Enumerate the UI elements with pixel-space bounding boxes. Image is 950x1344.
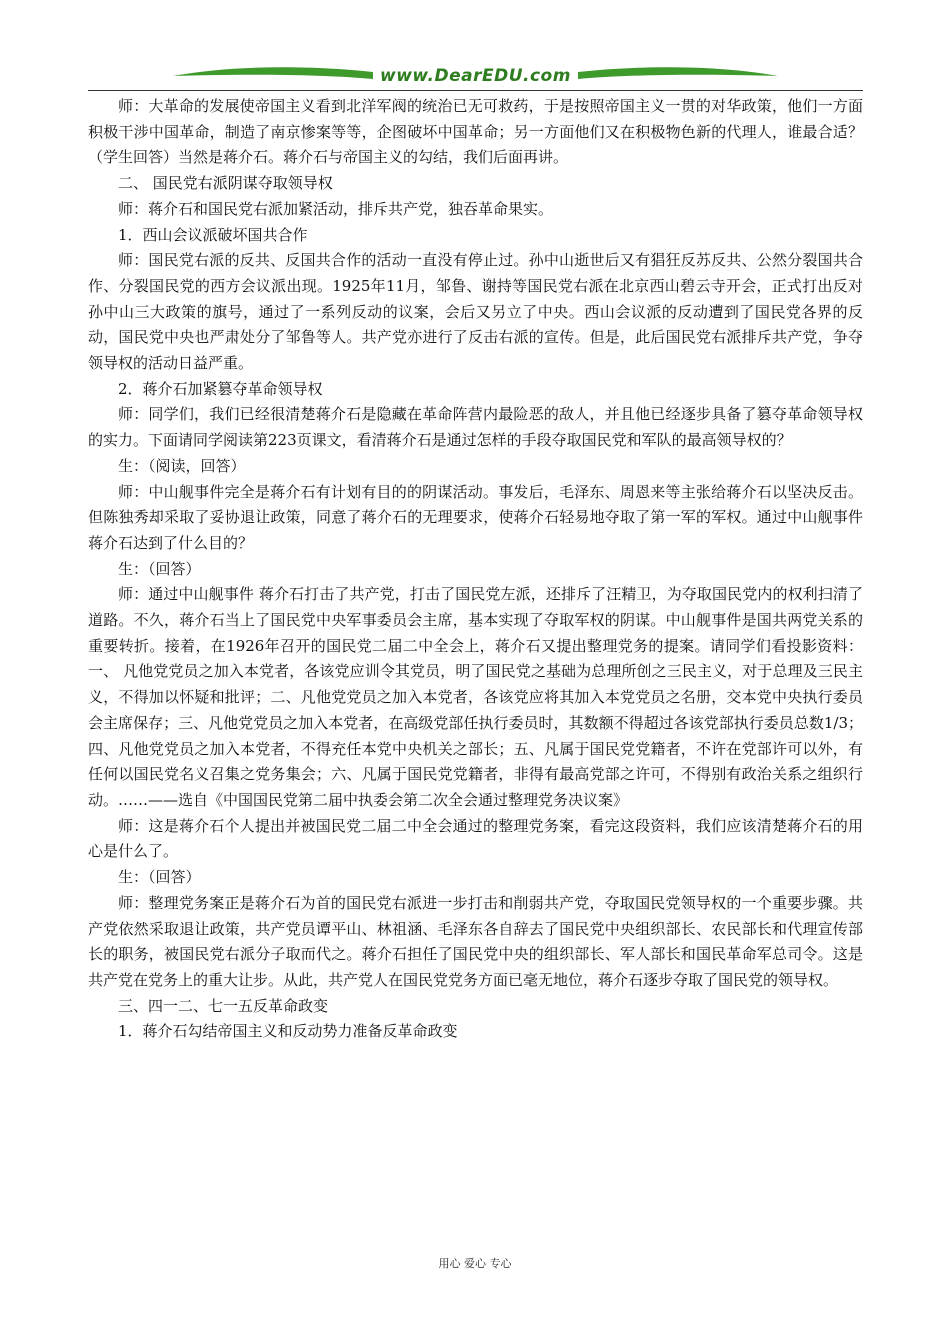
subsection-heading: 2．蒋介石加紧篡夺革命领导权 bbox=[118, 379, 323, 398]
subsection-heading: 1．西山会议派破坏国共合作 bbox=[118, 225, 308, 244]
paragraph: 师：中山舰事件完全是蒋介石有计划有目的的阴谋活动。事发后，毛泽东、周恩来等主张给蒋介石以坚决反击。但陈独秀却采取了妥协退让政策，同意了蒋介石的无理要求，使蒋介石轻易地夺取了第一军的军权。通过中山舰事件蒋介石达到了什么目的？ bbox=[88, 482, 863, 552]
paragraph: 师：这是蒋介石个人提出并被国民党二届二中全会通过的整理党务案，看完这段资料，我们应该清楚蒋介石的用心是什么了。 bbox=[88, 816, 863, 861]
paragraph: 师：蒋介石和国民党右派加紧活动，排斥共产党，独吞革命果实。 bbox=[118, 199, 554, 218]
subsection-heading: 1．蒋介石勾结帝国主义和反动势力准备反革命政变 bbox=[118, 1022, 458, 1041]
section-heading: 二、 国民党右派阴谋夺取领导权 bbox=[118, 174, 333, 193]
page-header bbox=[88, 58, 863, 92]
paragraph: 生：（回答） bbox=[118, 868, 201, 887]
site-logo-text[interactable]: www.DearEDU.com bbox=[380, 66, 571, 86]
paragraph: 师：大革命的发展使帝国主义看到北洋军阀的统治已无可救药，于是按照帝国主义一贯的对华政策，他们一方面积极干涉中国革命，制造了南京惨案等等，企图破坏中国革命；另一方面他们又在积极物色新的代理人，谁最合适？（学生回答）当然是蒋介石。蒋介石与帝国主义的勾结，我们后面再讲。 bbox=[88, 97, 863, 167]
section-heading: 三、四一二、七一五反革命政变 bbox=[118, 996, 329, 1015]
document-body bbox=[88, 94, 863, 1045]
paragraph: 师：通过中山舰事件 蒋介石打击了共产党，打击了国民党左派，还排斥了汪精卫，为夺取国民党内的权利扫清了道路。不久，蒋介石当上了国民党中央军事委员会主席，基本实现了夺取军权的阴谋。中山舰事件是国共两党关系的重要转折。接着，在1926年召开的国民党二届二中全会上，蒋介石又提出整理党务的提案。请同学们看投影资料：一、 凡他党党员之加入本党者，各该党应训令其党员，明了国民党之基础为总理所创之三民主义，对于总理及三民主义，不得加以怀疑和批评；二、凡他党党员之加入本党者，各该党应将其加入本党党员之名册，交本党中央执行委员会主席保存；三、凡他党党员之加入本党者，在高级党部任执行委员时，其数额不得超过各该党部执行委员总数1/3；四、凡他党党员之加入本党者，不得充任本党中央机关之部长；五、凡属于国民党党籍者，不许在党部许可以外，有任何以国民党名义召集之党务集会；六、凡属于国民党党籍者，非得有最高党部之许可，不得别有政治关系之组织行动。……——选自《中国国民党第二届中执委会第二次全会通过整理党务决议案》 bbox=[88, 585, 863, 809]
paragraph: 生：（回答） bbox=[118, 559, 201, 578]
paragraph: 生：（阅读，回答） bbox=[118, 456, 246, 475]
paragraph: 师：同学们，我们已经很清楚蒋介石是隐藏在革命阵营内最险恶的敌人，并且他已经逐步具备了篡夺革命领导权的实力。下面请同学阅读第223页课文，看清蒋介石是通过怎样的手段夺取国民党和军队的最高领导权的？ bbox=[88, 405, 863, 450]
paragraph: 师：整理党务案正是蒋介石为首的国民党右派进一步打击和削弱共产党，夺取国民党领导权的一个重要步骤。共产党依然采取退让政策，共产党员谭平山、林祖涵、毛泽东各自辞去了国民党中央组织部长、农民部长和代理宣传部长的职务，被国民党右派分子取而代之。蒋介石担任了国民党中央的组织部长、军人部长和国民革命军总司令。这是共产党在党务上的重大让步。从此，共产党人在国民党党务方面已毫无地位，蒋介石逐步夺取了国民党的领导权。 bbox=[88, 893, 863, 989]
paragraph: 师：国民党右派的反共、反国共合作的活动一直没有停止过。孙中山逝世后又有猖狂反苏反共、公然分裂国共合作、分裂国民党的西方会议派出现。1925年11月，邹鲁、谢持等国民党右派在北京西山碧云寺开会，正式打出反对孙中山三大政策的旗号，通过了一系列反动的议案，会后又另立了中央。西山会议派的反动遭到了国民党各界的反动，国民党中央也严肃处分了邹鲁等人。共产党亦进行了反击右派的宣传。但是，此后国民党右派排斥共产党，争夺领导权的活动日益严重。 bbox=[88, 251, 863, 373]
header-divider bbox=[88, 90, 863, 91]
page-footer: 用心 爱心 专心 bbox=[438, 1257, 512, 1270]
